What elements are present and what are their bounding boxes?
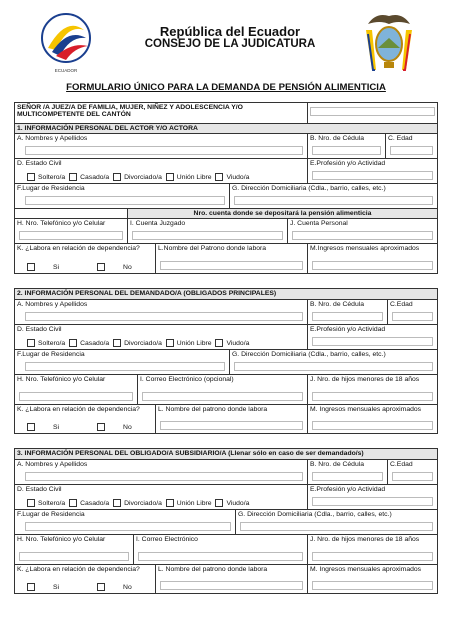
civil-checkbox[interactable] [113, 339, 121, 347]
phone-label: H. Nro. Telefónico y/o Celular [17, 536, 106, 543]
civil-checkbox[interactable] [69, 499, 77, 507]
yes-checkbox[interactable] [27, 263, 35, 271]
subsidiary-place-field[interactable] [25, 522, 231, 531]
civil-options: Soltero/a Casado/a Divorciado/a Unión Libre Viudo/a [25, 499, 249, 507]
email-label: I. Correo Electrónico [136, 536, 198, 543]
section2-title: 2. INFORMACIÓN PERSONAL DEL DEMANDADO/A (OBLIGADOS PRINCIPALES) [15, 289, 437, 299]
income-label: M. Ingresos mensuales aproximados [310, 406, 422, 413]
age-label: C. Edad [388, 135, 413, 142]
children-label: J. Nro. de hijos menores de 18 años [310, 376, 420, 383]
actor-profession-field[interactable] [312, 171, 433, 180]
defendant-employer-field[interactable] [160, 421, 303, 430]
civil-checkbox[interactable] [215, 173, 223, 181]
subsidiary-age-field[interactable] [392, 472, 433, 481]
defendant-phone-field[interactable] [19, 392, 133, 401]
civil-options: Soltero/a Casado/a Divorciado/a Unión Libre Viudo/a [25, 173, 249, 181]
names-label: A. Nombres y Apellidos [17, 461, 88, 468]
defendant-address-field[interactable] [234, 362, 433, 371]
subsidiary-id-field[interactable] [312, 472, 383, 481]
form-title: FORMULARIO ÚNICO PARA LA DEMANDA DE PENSIÓN ALIMENTICIA [66, 82, 386, 93]
judicature-logo-icon [38, 10, 94, 74]
civil-checkbox[interactable] [113, 173, 121, 181]
personal-account-field[interactable] [292, 231, 433, 240]
coat-of-arms-icon [362, 10, 416, 76]
civil-checkbox[interactable] [69, 339, 77, 347]
civil-checkbox[interactable] [113, 499, 121, 507]
court-account-field[interactable] [132, 231, 283, 240]
profession-label: E.Profesión y/o Actividad [310, 160, 386, 167]
civil-options: Soltero/a Casado/a Divorciado/a Unión Libre Viudo/a [25, 339, 249, 347]
place-label: F.Lugar de Residencia [17, 351, 85, 358]
actor-address-field[interactable] [234, 196, 433, 205]
council-title: CONSEJO DE LA JUDICATURA [144, 38, 316, 50]
actor-age-field[interactable] [390, 146, 433, 155]
civil-checkbox[interactable] [27, 173, 35, 181]
civil-checkbox[interactable] [215, 339, 223, 347]
income-label: M.Ingresos mensuales aproximados [310, 245, 420, 252]
defendant-children-field[interactable] [312, 392, 433, 401]
actor-place-field[interactable] [25, 196, 225, 205]
defendant-id-field[interactable] [312, 312, 383, 321]
defendant-email-field[interactable] [142, 392, 303, 401]
actor-names-field[interactable] [25, 146, 303, 155]
subsidiary-email-field[interactable] [138, 552, 303, 561]
account-header: Nro. cuenta donde se depositará la pensión alimenticia [127, 209, 437, 218]
page-header [0, 0, 452, 82]
works-label: K. ¿Labora en relación de dependencia? [17, 245, 140, 252]
no-checkbox[interactable] [97, 423, 105, 431]
civil-checkbox[interactable] [69, 173, 77, 181]
civil-checkbox[interactable] [166, 499, 174, 507]
defendant-income-field[interactable] [312, 421, 433, 430]
address-label: G. Dirección Domiciliaria (Cdla., barrio, calles, etc.) [232, 351, 386, 358]
subsidiary-address-field[interactable] [240, 522, 433, 531]
yes-checkbox[interactable] [27, 583, 35, 591]
section1-title: 1. INFORMACIÓN PERSONAL DEL ACTOR Y/O ACTORA [15, 124, 437, 133]
personal-account-label: J. Cuenta Personal [290, 220, 348, 227]
civil-checkbox[interactable] [27, 499, 35, 507]
civil-label: D. Estado Civil [17, 326, 62, 333]
works-label: K. ¿Labora en relación de dependencia? [17, 566, 140, 573]
phone-label: H. Nro. Telefónico y/o Celular [17, 376, 106, 383]
id-label: B. Nro. de Cédula [310, 461, 365, 468]
id-label: B. Nro. de Cédula [310, 301, 365, 308]
republic-title: República del Ecuador [159, 24, 301, 39]
place-label: F.Lugar de Residencia [17, 185, 85, 192]
subsidiary-employer-field[interactable] [160, 581, 303, 590]
defendant-place-field[interactable] [25, 362, 225, 371]
email-label: I. Correo Electrónico (opcional) [140, 376, 234, 383]
civil-label: D. Estado Civil [17, 486, 62, 493]
actor-income-field[interactable] [312, 261, 433, 270]
no-checkbox[interactable] [97, 263, 105, 271]
yes-checkbox[interactable] [27, 423, 35, 431]
age-label: C.Edad [390, 461, 413, 468]
employer-label: L.Nombre del Patrono donde labora [158, 245, 267, 252]
subsidiary-income-field[interactable] [312, 581, 433, 590]
profession-label: E.Profesión y/o Actividad [310, 326, 386, 333]
employer-label: L. Nombre del patrono donde labora [158, 566, 268, 573]
civil-checkbox[interactable] [166, 339, 174, 347]
section-subsidiary: 3. INFORMACIÓN PERSONAL DEL OBLIGADO/A SUBSIDIARIO/A (Llenar sólo en caso de ser demandado/s) A. Nombres y Apellidos B. Nro. de Cédula C.Edad D. Estado Civil Soltero/a Casado/a Divorciado/a Unión Libre Viudo/a E.Profesión y/o Actividad F.Lugar de Residencia G. Dirección Domiciliaria (Cdla., barrio, calles, etc.) H. Nro. Telefónico y/o Celular I. Correo Electrónico J. Nro. de hijos menores de 18 años K. ¿Labora en relación de dependencia? Si No L. Nombre del patrono donde labora M. Ingresos mensuales aproximados [14, 448, 438, 594]
names-label: A. Nombres y Apellidos [17, 301, 88, 308]
defendant-profession-field[interactable] [312, 337, 433, 346]
id-label: B. Nro. de Cédula [310, 135, 365, 142]
age-label: C.Edad [390, 301, 413, 308]
address-label: G. Dirección Domiciliaria (Cdla., barrio, calles, etc.) [238, 511, 392, 518]
income-label: M. Ingresos mensuales aproximados [310, 566, 422, 573]
civil-label: D. Estado Civil [17, 160, 62, 167]
children-label: J. Nro. de hijos menores de 18 años [310, 536, 420, 543]
section-defendant: 2. INFORMACIÓN PERSONAL DEL DEMANDADO/A (OBLIGADOS PRINCIPALES) A. Nombres y Apellidos B. Nro. de Cédula C.Edad D. Estado Civil Soltero/a Casado/a Divorciado/a Unión Libre Viudo/a E.Profesión y/o Actividad F.Lugar de Residencia G. Dirección Domiciliaria (Cdla., barrio, calles, etc.) H. Nro. Telefónico y/o Celular I. Correo Electrónico (opcional) J. Nro. de hijos menores de 18 años K. ¿Labora en relación de dependencia? Si No L. Nombre del patrono donde labora M. Ingresos mensuales aproximados [14, 288, 438, 434]
defendant-age-field[interactable] [392, 312, 433, 321]
svg-text:ECUADOR: ECUADOR [54, 68, 78, 73]
civil-checkbox[interactable] [27, 339, 35, 347]
works-label: K. ¿Labora en relación de dependencia? [17, 406, 140, 413]
subsidiary-profession-field[interactable] [312, 497, 433, 506]
civil-checkbox[interactable] [166, 173, 174, 181]
subsidiary-names-field[interactable] [25, 472, 303, 481]
subsidiary-children-field[interactable] [312, 552, 433, 561]
place-label: F.Lugar de Residencia [17, 511, 85, 518]
employer-label: L. Nombre del patrono donde labora [158, 406, 268, 413]
civil-checkbox[interactable] [215, 499, 223, 507]
subsidiary-phone-field[interactable] [19, 552, 129, 561]
no-checkbox[interactable] [97, 583, 105, 591]
judge-line: SEÑOR /A JUEZ/A DE FAMILIA, MUJER, NIÑEZ Y ADOLESCENCIA Y/O MULTICOMPETENTE DEL CANTÓN [17, 104, 243, 118]
phone-label: H. Nro. Telefónico y/o Celular [17, 220, 106, 227]
canton-field[interactable] [310, 107, 435, 116]
defendant-names-field[interactable] [25, 312, 303, 321]
section-actor: SEÑOR /A JUEZ/A DE FAMILIA, MUJER, NIÑEZ Y ADOLESCENCIA Y/O MULTICOMPETENTE DEL CANTÓN 1. INFORMACIÓN PERSONAL DEL ACTOR Y/O ACTORA A. Nombres y Apellidos B. Nro. de Cédula C. Edad D. Estado Civil Soltero/a Casado/a Divorciado/a Unión Libre Viudo/a E.Profesión y/o Actividad F.Lugar de Residencia G. Dirección Domiciliaria (Cdla., barrio, calles, etc.) Nro. cuenta donde se depositará la pensión alimenticia H. Nro. Telefónico y/o Celular I. Cuenta Juzgado J. Cuenta Personal K. ¿Labora en relación de dependencia? Si No L.Nombre del Patrono donde labora M.Ingresos mensuales aproximados [14, 102, 438, 274]
section3-title: 3. INFORMACIÓN PERSONAL DEL OBLIGADO/A SUBSIDIARIO/A (Llenar sólo en caso de ser demandado/s) [15, 449, 437, 459]
names-label: A. Nombres y Apellidos [17, 135, 88, 142]
actor-id-field[interactable] [312, 146, 381, 155]
court-account-label: I. Cuenta Juzgado [130, 220, 186, 227]
actor-phone-field[interactable] [19, 231, 123, 240]
profession-label: E.Profesión y/o Actividad [310, 486, 386, 493]
actor-employer-field[interactable] [160, 261, 303, 270]
address-label: G. Dirección Domiciliaria (Cdla., barrio, calles, etc.) [232, 185, 386, 192]
